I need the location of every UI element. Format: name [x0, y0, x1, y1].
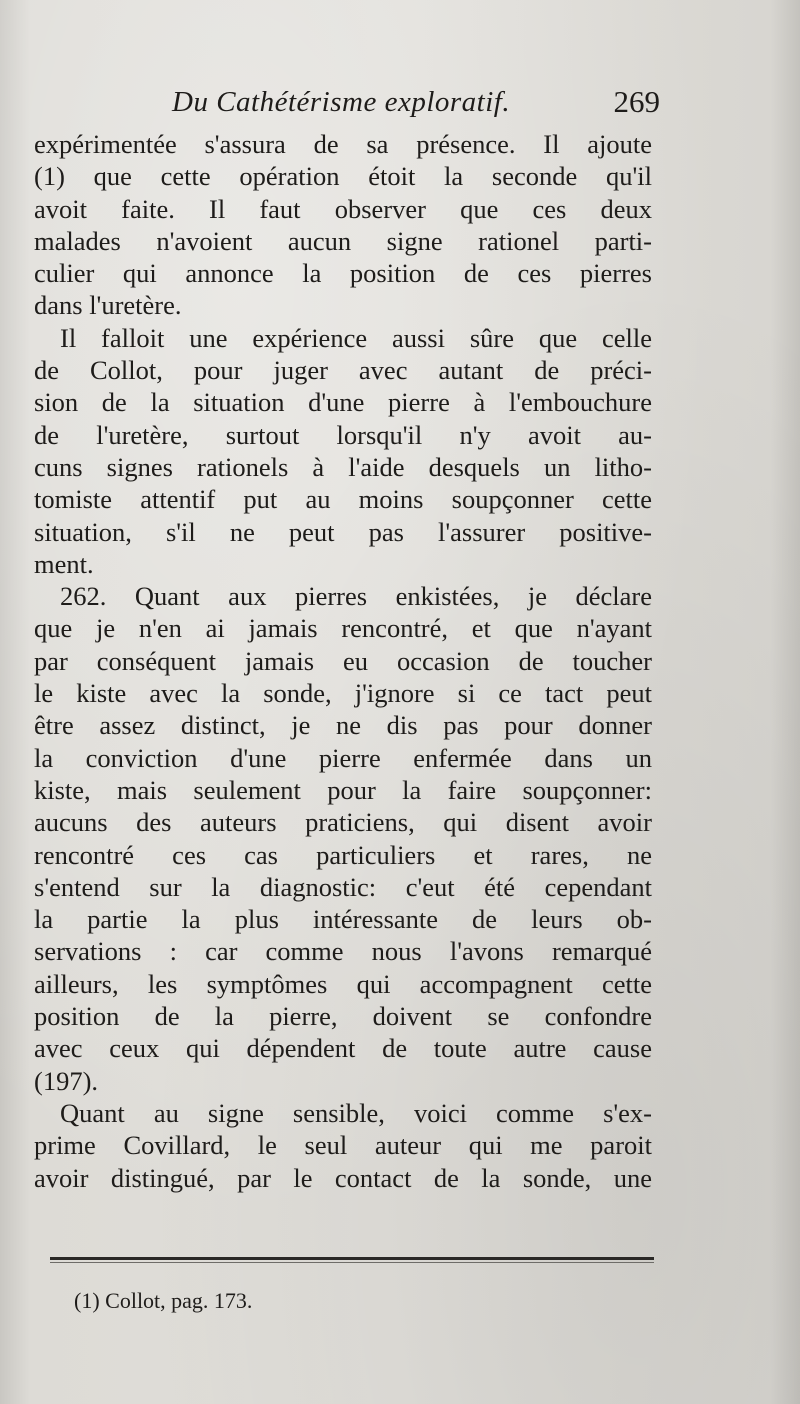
page-header	[172, 82, 660, 126]
text-line: ailleurs, les symptômes qui accompagnent cette	[34, 968, 652, 999]
text-line: avoit faite. Il faut observer que ces deux	[34, 193, 652, 224]
text-line: 262. Quant aux pierres enkistées, je déclare	[60, 581, 652, 612]
text-line: s'entend sur la diagnostic: c'eut été cependant	[34, 871, 652, 902]
text-line: aucuns des auteurs praticiens, qui disent avoir	[34, 807, 652, 838]
text-line: la partie la plus intéressante de leurs ob-	[34, 904, 652, 935]
text-line: servations : car comme nous l'avons remarqué	[34, 936, 652, 967]
text-line: cuns signes rationels à l'aide desquels un litho-	[34, 451, 652, 482]
text-line: malades n'avoient aucun signe rationel parti-	[34, 225, 652, 256]
text-line: kiste, mais seulement pour la faire soupçonner:	[34, 774, 652, 805]
text-line: par conséquent jamais eu occasion de toucher	[34, 645, 652, 676]
text-line: rencontré ces cas particuliers et rares, ne	[34, 839, 652, 870]
text-line: que je n'en ai jamais rencontré, et que n'ayant	[34, 613, 652, 644]
text-line: culier qui annonce la position de ces pierres	[34, 258, 652, 289]
text-line: ment.	[34, 548, 94, 579]
footnote-rule-shadow	[50, 1262, 654, 1263]
text-line: la conviction d'une pierre enfermée dans un	[34, 742, 652, 773]
text-line: Quant au signe sensible, voici comme s'ex-	[60, 1097, 652, 1128]
text-line: expérimentée s'assura de sa présence. Il ajoute	[34, 129, 652, 159]
footnote-rule	[50, 1257, 654, 1260]
text-line: le kiste avec la sonde, j'ignore si ce tact peut	[34, 678, 652, 709]
text-line: avoir distingué, par le contact de la sonde, une	[34, 1162, 652, 1193]
footnote: (1) Collot, pag. 173.	[74, 1288, 253, 1313]
text-line: avec ceux qui dépendent de toute autre cause	[34, 1033, 652, 1064]
text-line: (197).	[34, 1065, 99, 1096]
page-number: 269	[613, 84, 660, 119]
text-line: position de la pierre, doivent se confondre	[34, 1001, 652, 1032]
text-line: Il falloit une expérience aussi sûre que celle	[60, 322, 652, 353]
body-text	[34, 128, 652, 1194]
running-title: Du Cathétérisme exploratif.	[172, 86, 511, 118]
text-line: situation, s'il ne peut pas l'assurer positive-	[34, 516, 652, 547]
text-line: être assez distinct, je ne dis pas pour donner	[34, 710, 652, 741]
text-line: de Collot, pour juger avec autant de préci-	[34, 355, 652, 386]
text-line: dans l'uretère.	[34, 290, 182, 321]
text-line: (1) que cette opération étoit la seconde qu'il	[34, 161, 652, 192]
text-line: tomiste attentif put au moins soupçonner cette	[34, 484, 652, 515]
text-line: sion de la situation d'une pierre à l'embouchure	[34, 387, 652, 418]
text-line: prime Covillard, le seul auteur qui me paroit	[34, 1130, 652, 1161]
text-line: de l'uretère, surtout lorsqu'il n'y avoit au-	[34, 419, 652, 450]
